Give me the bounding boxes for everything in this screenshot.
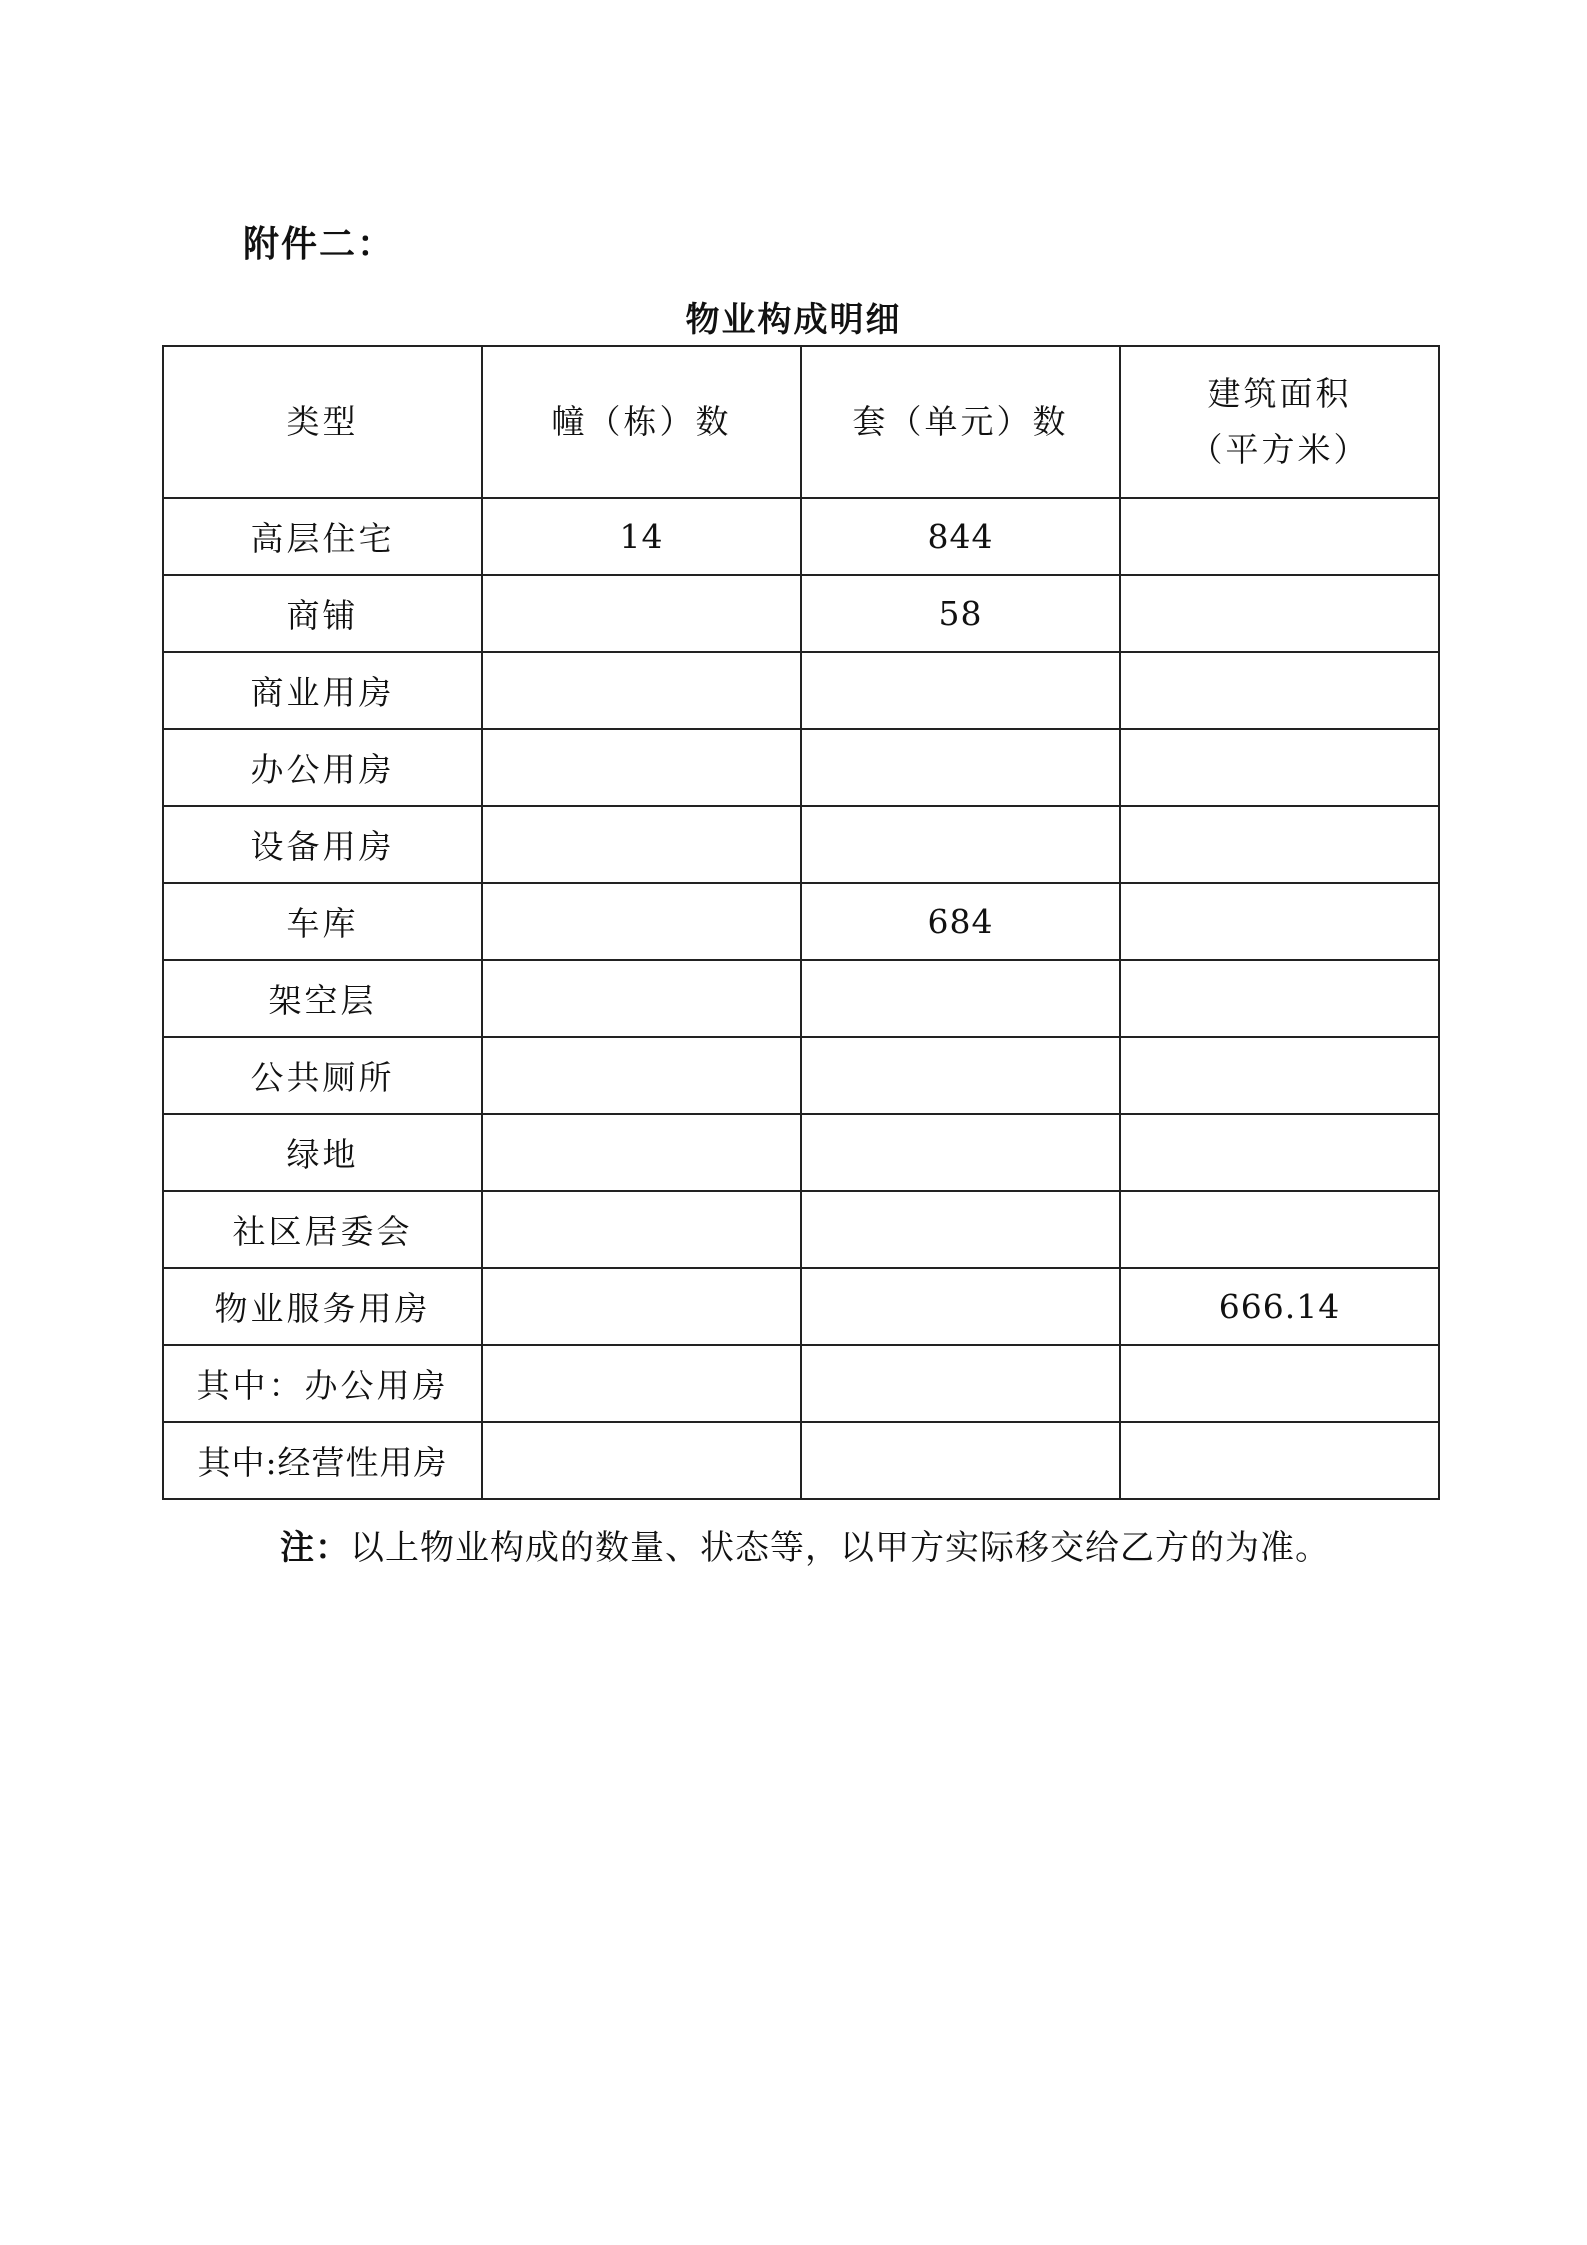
page-title: 物业构成明细 bbox=[685, 300, 902, 340]
cell-building-count: 14 bbox=[482, 498, 801, 575]
table-row bbox=[163, 575, 1439, 652]
cell-type: 办公用房 bbox=[163, 729, 482, 806]
table-row bbox=[163, 1422, 1439, 1499]
cell-floor-area bbox=[1120, 1345, 1439, 1422]
cell-type: 其中:经营性用房 bbox=[163, 1422, 482, 1499]
cell-building-count bbox=[482, 1191, 801, 1268]
header-floor-area-unit: （平方米） bbox=[1189, 430, 1370, 469]
cell-type: 架空层 bbox=[163, 960, 482, 1037]
header-floor-area bbox=[1120, 346, 1439, 498]
header-building-count: 幢（栋）数 bbox=[482, 346, 801, 498]
cell-building-count bbox=[482, 1345, 801, 1422]
cell-unit-count bbox=[801, 652, 1120, 729]
footnote-label: 注： bbox=[280, 1528, 350, 1568]
property-composition-table bbox=[162, 345, 1440, 1500]
header-floor-area-label: 建筑面积 bbox=[1207, 374, 1352, 413]
cell-floor-area bbox=[1120, 806, 1439, 883]
footnote bbox=[280, 1520, 1330, 1569]
table-header-row bbox=[163, 346, 1439, 498]
table-row bbox=[163, 1114, 1439, 1191]
cell-building-count bbox=[482, 1037, 801, 1114]
header-unit-count: 套（单元）数 bbox=[801, 346, 1120, 498]
table-row bbox=[163, 806, 1439, 883]
table-row bbox=[163, 652, 1439, 729]
cell-unit-count: 58 bbox=[801, 575, 1120, 652]
cell-unit-count bbox=[801, 1191, 1120, 1268]
cell-building-count bbox=[482, 1114, 801, 1191]
cell-floor-area bbox=[1120, 652, 1439, 729]
cell-type: 商铺 bbox=[163, 575, 482, 652]
table-row bbox=[163, 1268, 1439, 1345]
cell-type: 车库 bbox=[163, 883, 482, 960]
cell-unit-count bbox=[801, 1422, 1120, 1499]
cell-type: 公共厕所 bbox=[163, 1037, 482, 1114]
cell-floor-area bbox=[1120, 1191, 1439, 1268]
cell-type: 物业服务用房 bbox=[163, 1268, 482, 1345]
cell-floor-area bbox=[1120, 1114, 1439, 1191]
table-row bbox=[163, 729, 1439, 806]
cell-building-count bbox=[482, 883, 801, 960]
header-type: 类型 bbox=[163, 346, 482, 498]
cell-floor-area bbox=[1120, 1422, 1439, 1499]
cell-building-count bbox=[482, 806, 801, 883]
cell-floor-area bbox=[1120, 575, 1439, 652]
cell-building-count bbox=[482, 1268, 801, 1345]
cell-floor-area: 666.14 bbox=[1120, 1268, 1439, 1345]
table-row bbox=[163, 1345, 1439, 1422]
table-row bbox=[163, 498, 1439, 575]
cell-building-count bbox=[482, 729, 801, 806]
cell-unit-count: 844 bbox=[801, 498, 1120, 575]
table-row bbox=[163, 1037, 1439, 1114]
table-row bbox=[163, 960, 1439, 1037]
cell-floor-area bbox=[1120, 729, 1439, 806]
cell-unit-count bbox=[801, 1114, 1120, 1191]
cell-type: 绿地 bbox=[163, 1114, 482, 1191]
cell-unit-count: 684 bbox=[801, 883, 1120, 960]
cell-unit-count bbox=[801, 1268, 1120, 1345]
cell-floor-area bbox=[1120, 883, 1439, 960]
cell-building-count bbox=[482, 575, 801, 652]
cell-unit-count bbox=[801, 729, 1120, 806]
cell-type: 其中：办公用房 bbox=[163, 1345, 482, 1422]
table-row bbox=[163, 1191, 1439, 1268]
cell-building-count bbox=[482, 1422, 801, 1499]
cell-type: 社区居委会 bbox=[163, 1191, 482, 1268]
cell-type: 设备用房 bbox=[163, 806, 482, 883]
cell-floor-area bbox=[1120, 498, 1439, 575]
cell-type: 高层住宅 bbox=[163, 498, 482, 575]
cell-unit-count bbox=[801, 806, 1120, 883]
table-row bbox=[163, 883, 1439, 960]
cell-unit-count bbox=[801, 1345, 1120, 1422]
cell-unit-count bbox=[801, 960, 1120, 1037]
cell-type: 商业用房 bbox=[163, 652, 482, 729]
attachment-label: 附件二： bbox=[243, 224, 396, 265]
cell-floor-area bbox=[1120, 1037, 1439, 1114]
cell-building-count bbox=[482, 652, 801, 729]
cell-unit-count bbox=[801, 1037, 1120, 1114]
cell-building-count bbox=[482, 960, 801, 1037]
footnote-text: 以上物业构成的数量、状态等，以甲方实际移交给乙方的为准。 bbox=[350, 1528, 1330, 1568]
cell-floor-area bbox=[1120, 960, 1439, 1037]
